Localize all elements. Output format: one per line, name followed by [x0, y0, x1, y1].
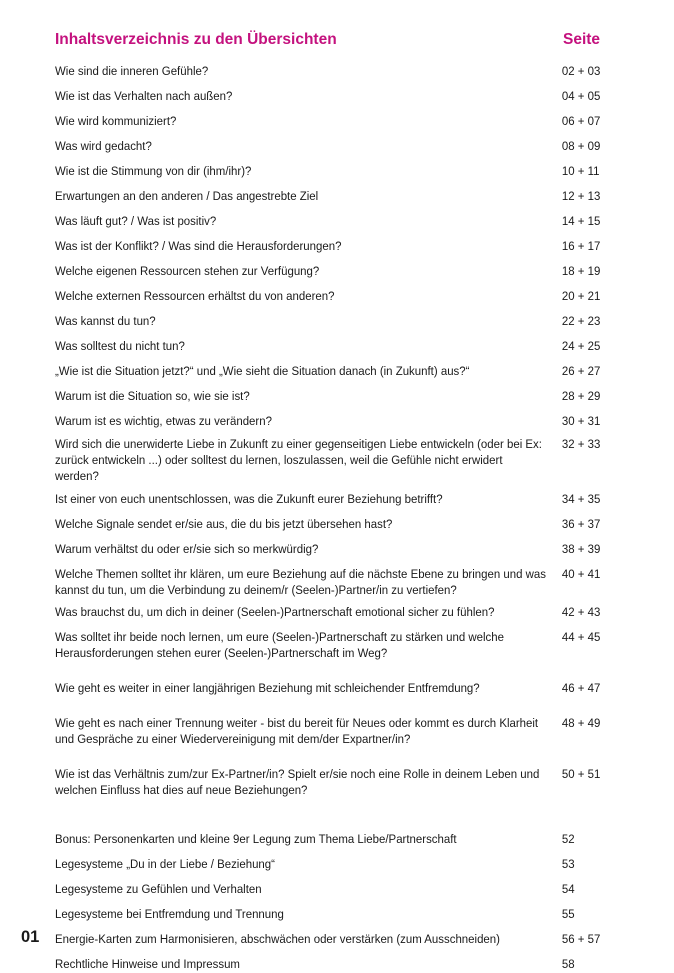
toc-entry: [55, 89, 613, 105]
toc-entry-page: 32 + 33: [561, 437, 601, 451]
toc-entry-text: Warum ist die Situation so, wie sie ist?: [55, 389, 250, 403]
page-number: 01: [21, 928, 40, 946]
toc-entry-text: Warum ist es wichtig, etwas zu verändern?: [55, 414, 272, 428]
toc-entry-text: Legesysteme „Du in der Liebe / Beziehung“: [55, 857, 275, 871]
toc-entry: [55, 605, 613, 621]
toc-entry-page: 54: [561, 882, 575, 896]
toc-entry-text: Wie geht es weiter in einer langjährigen Beziehung mit schleichender Entfremdung?: [55, 681, 480, 695]
toc-entry: [55, 239, 613, 255]
toc-entry-text: Bonus: Personenkarten und kleine 9er Legung zum Thema Liebe/Partnerschaft: [55, 832, 457, 846]
toc-entry: [55, 139, 613, 155]
toc-entry-page: 24 + 25: [561, 339, 601, 353]
toc-entry-page: 20 + 21: [561, 289, 601, 303]
toc-entry-text: Legesysteme zu Gefühlen und Verhalten: [55, 882, 262, 896]
toc-entry: [55, 114, 613, 130]
toc-entry: [55, 492, 613, 508]
toc-entry: [55, 567, 613, 599]
toc-entry-text: Wie geht es nach einer Trennung weiter - bist du bereit für Neues oder kommt es durch Klarheit und Gespräche zu einer Wiedervereinigung mit dem/der Expartner/in?: [55, 716, 539, 746]
toc-entry: [55, 517, 613, 533]
toc-entry: [55, 957, 613, 973]
toc-entry-text: Welche Signale sendet er/sie aus, die du bis jetzt übersehen hast?: [55, 517, 393, 531]
toc-entry-page: 08 + 09: [561, 139, 601, 153]
toc-entry-text: Was solltet ihr beide noch lernen, um eure (Seelen-)Partnerschaft zu stärken und welche Herausforderungen stehen eurer (Seelen-)Partnerschaft im Weg?: [55, 630, 505, 660]
toc-entry-page: 26 + 27: [561, 364, 601, 378]
toc-entry: [55, 907, 613, 923]
toc-entry: [55, 289, 613, 305]
toc-entry: [55, 189, 613, 205]
toc-entry-page: 10 + 11: [561, 164, 600, 178]
toc-entry: [55, 64, 613, 80]
toc-entry: [55, 389, 613, 405]
toc-header: [55, 31, 615, 51]
toc-entry-page: 40 + 41: [561, 567, 601, 581]
toc-entry: [55, 630, 613, 662]
toc-entry: [55, 882, 613, 898]
toc-entry: [55, 832, 613, 848]
page-column-heading: Seite: [563, 31, 601, 48]
toc-entry: [55, 437, 613, 484]
toc-entry-text: Welche Themen solltet ihr klären, um eure Beziehung auf die nächste Ebene zu bringen und was kannst du tun, um die Verbindung zu deinem/r (Seelen-)Partner/in zu vertiefen?: [55, 567, 546, 597]
toc-entry: [55, 716, 613, 748]
toc-entry-page: 14 + 15: [561, 214, 601, 228]
toc-entry-page: 12 + 13: [561, 189, 601, 203]
toc-entry: [55, 414, 613, 430]
toc-entry-text: Welche eigenen Ressourcen stehen zur Verfügung?: [55, 264, 320, 278]
toc-entry: [55, 681, 613, 697]
toc-entry-page: 53: [561, 857, 575, 871]
toc-entry-text: Was solltest du nicht tun?: [55, 339, 185, 353]
toc-entry-text: Ist einer von euch unentschlossen, was die Zukunft eurer Beziehung betrifft?: [55, 492, 443, 506]
toc-entry-page: 18 + 19: [561, 264, 601, 278]
toc-entry: [55, 264, 613, 280]
toc-entry: [55, 767, 613, 799]
toc-entry-page: 30 + 31: [561, 414, 601, 428]
toc-entry: [55, 314, 613, 330]
toc-entry: [55, 339, 613, 355]
toc-entry-page: 04 + 05: [561, 89, 601, 103]
toc-entry-page: 50 + 51: [561, 767, 601, 781]
toc-entry-page: 42 + 43: [561, 605, 601, 619]
toc-entry-page: 36 + 37: [561, 517, 601, 531]
toc-entry-text: Was wird gedacht?: [55, 139, 152, 153]
toc-entry: [55, 932, 613, 948]
toc-entry-text: Wie sind die inneren Gefühle?: [55, 64, 209, 78]
toc-entry-text: Warum verhältst du oder er/sie sich so merkwürdig?: [55, 542, 319, 556]
toc-entry-page: 28 + 29: [561, 389, 601, 403]
toc-entry-page: 34 + 35: [561, 492, 601, 506]
toc-entry: [55, 364, 613, 380]
toc-entry-page: 52: [561, 832, 575, 846]
toc-entry-page: 46 + 47: [561, 681, 601, 695]
toc-entry-page: 58: [561, 957, 575, 971]
toc-entry-text: Welche externen Ressourcen erhältst du von anderen?: [55, 289, 335, 303]
toc-entry-page: 55: [561, 907, 575, 921]
toc-entry: [55, 542, 613, 558]
toc-entry-text: Wie wird kommuniziert?: [55, 114, 177, 128]
toc-entry-text: Erwartungen an den anderen / Das angestrebte Ziel: [55, 189, 319, 203]
toc-entry-text: Wie ist die Stimmung von dir (ihm/ihr)?: [55, 164, 252, 178]
toc-entry-text: Wird sich die unerwiderte Liebe in Zukunft zu einer gegenseitigen Liebe entwickeln (oder bei Ex: zurück entwickeln ...) oder solltest du lernen, loszulassen, weil die Gefühle nicht erwidert werden?: [55, 437, 542, 483]
toc-title: Inhaltsverzeichnis zu den Übersichten: [55, 31, 337, 48]
toc-entry-text: Wie ist das Verhalten nach außen?: [55, 89, 233, 103]
toc-entry-text: „Wie ist die Situation jetzt?“ und „Wie sieht die Situation danach (in Zukunft) aus?“: [55, 364, 470, 378]
toc-entry-page: 48 + 49: [561, 716, 601, 730]
toc-entry-page: 38 + 39: [561, 542, 601, 556]
toc-entry-text: Wie ist das Verhältnis zum/zur Ex-Partner/in? Spielt er/sie noch eine Rolle in deinem Leben und welchen Einfluss hat dies auf neue Beziehungen?: [55, 767, 540, 797]
toc-entry-text: Was läuft gut? / Was ist positiv?: [55, 214, 217, 228]
toc-entry-text: Was kannst du tun?: [55, 314, 156, 328]
toc-entry-text: Rechtliche Hinweise und Impressum: [55, 957, 240, 971]
toc-entry: [55, 164, 613, 180]
toc-entry-text: Energie-Karten zum Harmonisieren, abschwächen oder verstärken (zum Ausschneiden): [55, 932, 500, 946]
toc-entry: [55, 857, 613, 873]
toc-entry-text: Was ist der Konflikt? / Was sind die Herausforderungen?: [55, 239, 342, 253]
toc-entry-page: 16 + 17: [561, 239, 601, 253]
toc-entry-text: Was brauchst du, um dich in deiner (Seelen-)Partnerschaft emotional sicher zu fühlen?: [55, 605, 495, 619]
toc-entry-page: 44 + 45: [561, 630, 601, 644]
toc-entry-page: 56 + 57: [561, 932, 601, 946]
toc-entry-page: 06 + 07: [561, 114, 601, 128]
toc-entry-page: 22 + 23: [561, 314, 601, 328]
toc-entry-page: 02 + 03: [561, 64, 601, 78]
toc-entry: [55, 214, 613, 230]
toc-entry-text: Legesysteme bei Entfremdung und Trennung: [55, 907, 284, 921]
